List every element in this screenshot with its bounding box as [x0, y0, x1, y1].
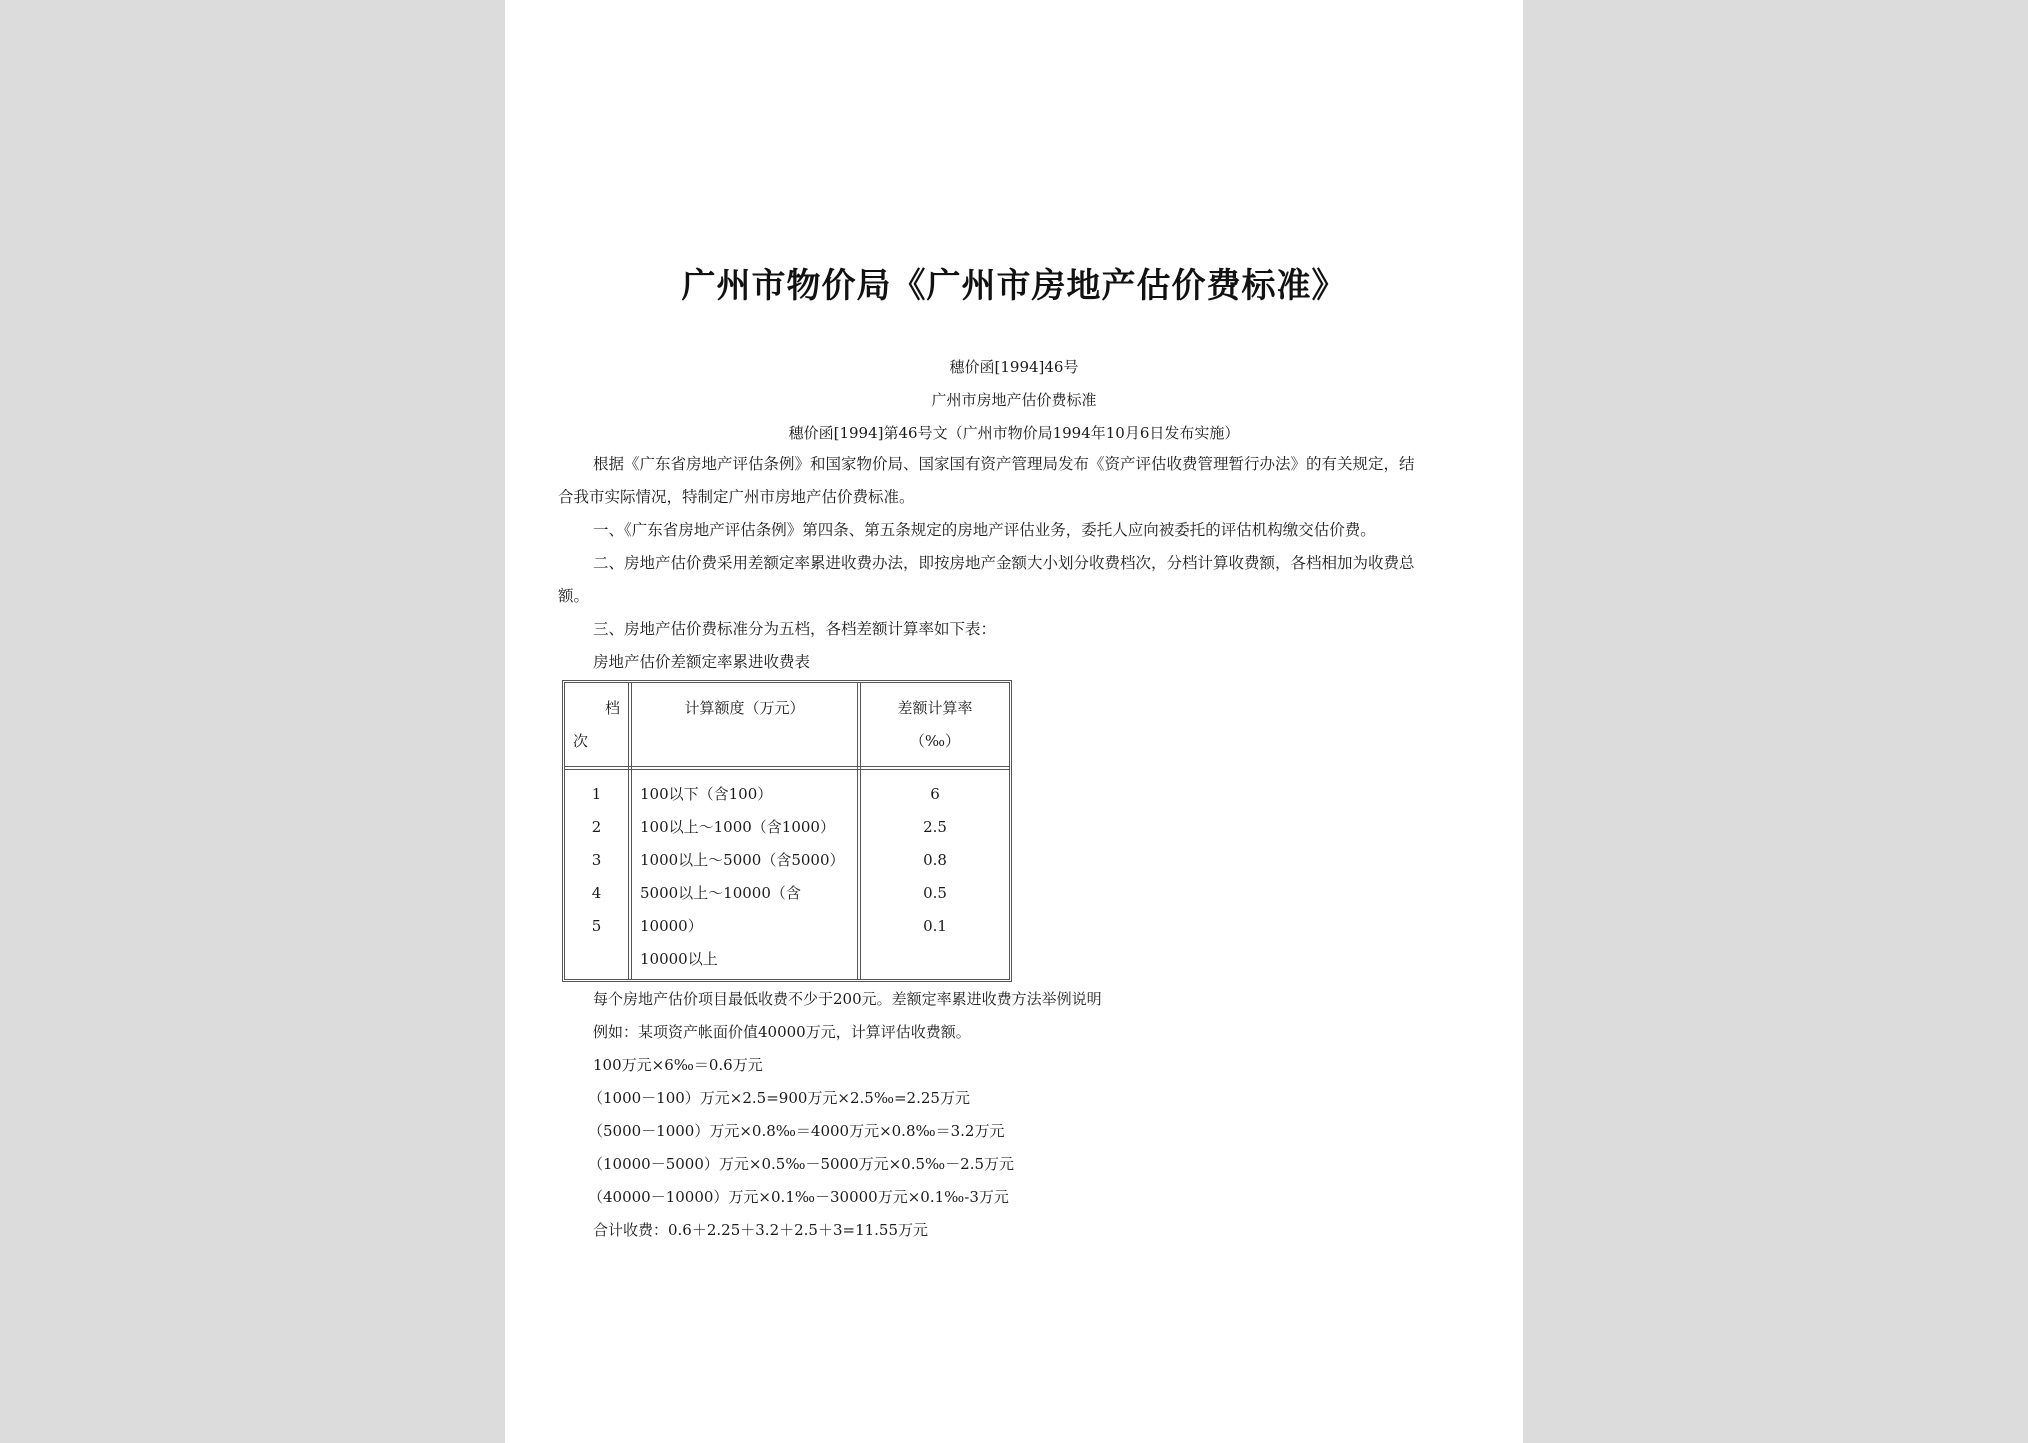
- table-caption: 房地产估价差额定率累进收费表: [593, 653, 811, 671]
- calc-line: （1000－100）万元×2.5=900万元×2.5‰=2.25万元: [588, 1089, 970, 1107]
- item-2-line-2: 额。: [558, 587, 590, 605]
- header-rate-line-1: 差额计算率: [897, 699, 973, 717]
- tier-cell: 1: [591, 785, 602, 803]
- document-page: [505, 0, 1523, 1443]
- document-title: 广州市物价局《广州市房地产估价费标准》: [681, 266, 1347, 306]
- total-fee: 合计收费：0.6＋2.25＋3.2＋2.5＋3=11.55万元: [593, 1221, 929, 1239]
- item-3: 三、房地产估价费标准分为五档，各档差额计算率如下表：: [593, 620, 997, 638]
- item-2-paragraph: [558, 547, 1415, 613]
- item-1: 一、《广东省房地产评估条例》第四条、第五条规定的房地产评估业务，委托人应向被委托的评估机构缴交估价费。: [593, 521, 1376, 539]
- table-header-divider: [565, 766, 1009, 770]
- rate-cell: 6: [930, 785, 940, 803]
- fee-rate-table: [562, 680, 1012, 982]
- tier-cell: 5: [591, 917, 602, 935]
- rate-column: [861, 778, 1009, 943]
- intro-line-2: 合我市实际情况，特制定广州市房地产估价费标准。: [558, 488, 915, 506]
- calc-line: 100万元×6‰＝0.6万元: [593, 1056, 763, 1074]
- document-subtitle: 广州市房地产估价费标准: [931, 391, 1097, 409]
- rate-cell: 2.5: [923, 818, 947, 836]
- table-divider: [628, 683, 632, 979]
- amount-column: [640, 778, 845, 976]
- header-rate-line-2: （‰）: [909, 732, 961, 750]
- header-tier-line-2: 次: [573, 732, 589, 750]
- rate-cell: 0.8: [923, 851, 947, 869]
- intro-line-1: 根据《广东省房地产评估条例》和国家物价局、国家国有资产管理局发布《资产评估收费管理暂行办法》的有关规定，结: [593, 455, 1415, 473]
- calc-line: （10000－5000）万元×0.5‰－5000万元×0.5‰－2.5万元: [588, 1155, 1015, 1173]
- amount-cell: 10000）: [640, 917, 703, 935]
- calc-line: （40000－10000）万元×0.1‰－30000万元×0.1‰-3万元: [588, 1188, 1009, 1206]
- tier-cell: 3: [591, 851, 602, 869]
- rate-cell: 0.5: [923, 884, 947, 902]
- issue-line: 穗价函[1994]第46号文（广州市物价局1994年10月6日发布实施）: [788, 424, 1240, 442]
- amount-cell: 10000以上: [640, 950, 718, 968]
- header-tier-line-1: 档: [605, 699, 621, 717]
- example-intro: 例如：某项资产帐面价值40000万元，计算评估收费额。: [593, 1023, 971, 1041]
- amount-cell: 1000以上～5000（含5000）: [640, 851, 845, 869]
- item-2-line-1: 二、房地产估价费采用差额定率累进收费办法，即按房地产金额大小划分收费档次，分档计算收费额，各档相加为收费总: [593, 554, 1415, 572]
- document-number: 穗价函[1994]46号: [949, 358, 1079, 376]
- tier-column: [565, 778, 628, 943]
- intro-paragraph: [558, 448, 1415, 514]
- amount-cell: 100以上～1000（含1000）: [640, 818, 835, 836]
- minimum-fee-note: 每个房地产估价项目最低收费不少于200元。差额定率累进收费方法举例说明: [593, 990, 1102, 1008]
- calc-line: （5000－1000）万元×0.8‰＝4000万元×0.8‰＝3.2万元: [588, 1122, 1005, 1140]
- tier-cell: 4: [591, 884, 602, 902]
- amount-cell: 100以下（含100）: [640, 785, 773, 803]
- tier-cell: 2: [591, 818, 602, 836]
- amount-cell: 5000以上～10000（含: [640, 884, 801, 902]
- rate-cell: 0.1: [923, 917, 947, 935]
- header-amount: 计算额度（万元）: [684, 699, 805, 717]
